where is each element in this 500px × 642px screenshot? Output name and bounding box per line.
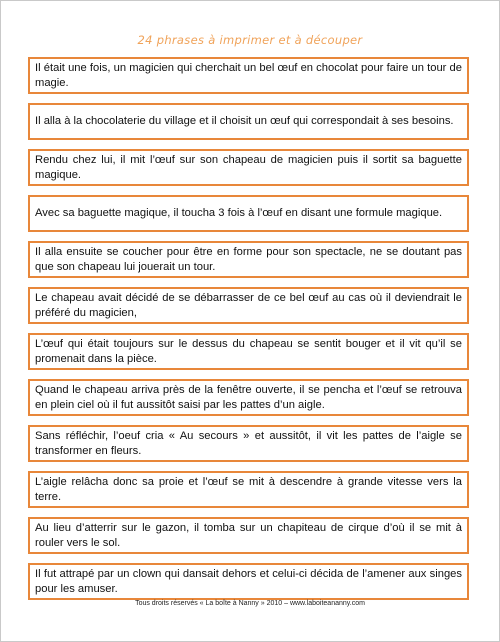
phrase-box-11: Au lieu d’atterrir sur le gazon, il tomba sur un chapiteau de cirque d’où il se mit à rouler vers le sol. [28,517,469,554]
page-title: 24 phrases à imprimer et à découper [137,33,363,47]
phrase-box-1: Il était une fois, un magicien qui cherchait un bel œuf en chocolat pour faire un tour de magie. [28,57,469,94]
phrase-box-9: Sans réfléchir, l’oeuf cria « Au secours » et aussitôt, il vit les pattes de l’aigle se transformer en fleurs. [28,425,469,462]
phrase-box-7: L’œuf qui était toujours sur le dessus du chapeau se sentit bouger et il vit qu’il se promenait dans la pièce. [28,333,469,370]
phrase-box-5: Il alla ensuite se coucher pour être en forme pour son spectacle, ne se doutant pas que son chapeau lui jouerait un tour. [28,241,469,278]
phrase-box-4: Avec sa baguette magique, il toucha 3 fois à l’œuf en disant une formule magique. [28,195,469,232]
phrase-box-12: Il fut attrapé par un clown qui dansait dehors et celui-ci décida de l’amener aux singes pour les amuser. [28,563,469,600]
phrase-box-6: Le chapeau avait décidé de se débarrasser de ce bel œuf au cas où il deviendrait le préféré du magicien, [28,287,469,324]
copyright-footer: Tous droits réservés « La boîte à Nanny » 2010 – www.laboiteananny.com [135,600,365,607]
phrase-list [28,57,469,609]
phrase-box-10: L’aigle relâcha donc sa proie et l’œuf se mit à descendre à grande vitesse vers la terre. [28,471,469,508]
phrase-box-3: Rendu chez lui, il mit l’œuf sur son chapeau de magicien puis il sortit sa baguette magique. [28,149,469,186]
phrase-box-8: Quand le chapeau arriva près de la fenêtre ouverte, il se pencha et l’œuf se retrouva en plein ciel où il fut aussitôt saisi par les pattes d’un aigle. [28,379,469,416]
phrase-box-2: Il alla à la chocolaterie du village et il choisit un œuf qui correspondait à ses besoins. [28,103,469,140]
